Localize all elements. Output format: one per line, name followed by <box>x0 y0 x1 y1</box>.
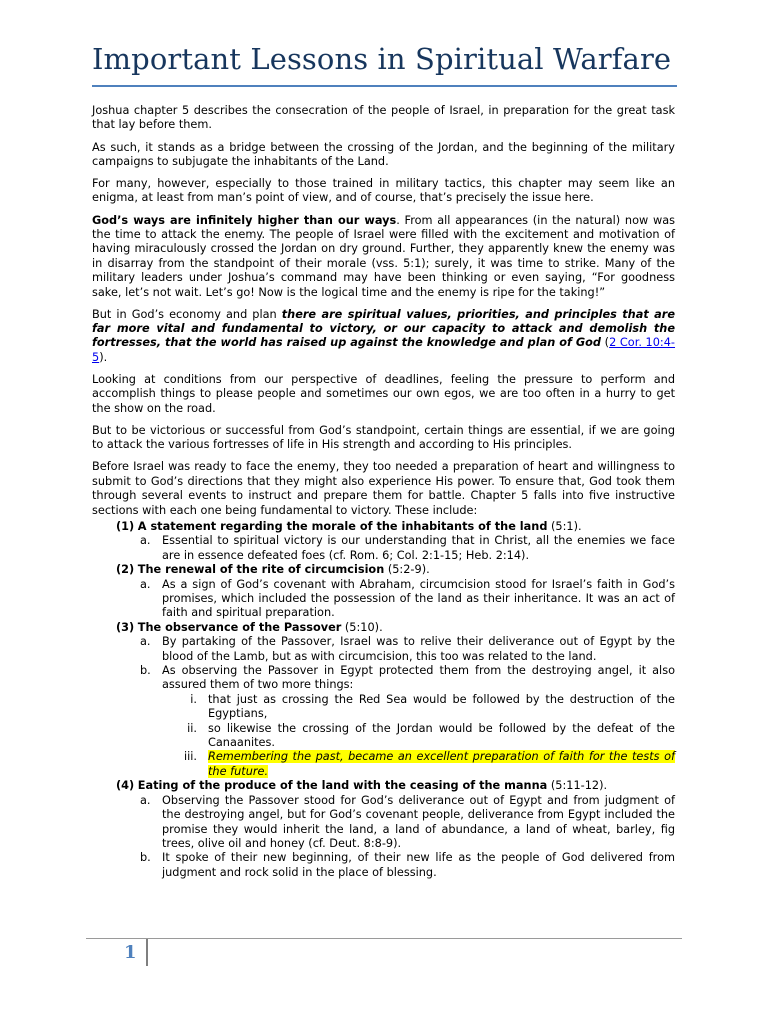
paragraph-deadlines: Looking at conditions from our perspective of deadlines, feeling the pressure to perform and accomplish things to please people and sometimes our own egos, we are too often in a hurry to get the show on the road. <box>92 372 675 415</box>
list-marker: b. <box>140 851 151 865</box>
list-item-text: that just as crossing the Red Sea would be followed by the destruction of the Egyptians, <box>208 692 675 721</box>
list-item <box>92 635 675 664</box>
list-item <box>92 578 675 621</box>
list-marker: a. <box>140 635 151 649</box>
list-item-text: Observing the Passover stood for God’s deliverance out of Egypt and from judgment of the destroying angel, but for God’s covenant people, deliverance from Egypt included the promise they would inherit the land, a land of abundance, a land of wheat, barley, fig trees, olive oil and honey (cf. Deut. 8:8-9). <box>162 793 675 850</box>
paragraph-economy <box>92 308 675 366</box>
list-marker: a. <box>140 534 151 548</box>
section-number: (4) <box>116 779 135 793</box>
page-number-separator <box>146 939 148 966</box>
list-item <box>92 664 675 693</box>
title-divider <box>92 85 677 87</box>
sub-list-item <box>92 693 675 722</box>
scripture-link[interactable]: 2 Cor. 10:4-5 <box>92 336 676 364</box>
paragraph-intro: Joshua chapter 5 describes the consecration of the people of Israel, in preparation for the great task that lay before them. <box>92 104 675 132</box>
list-item-text: As a sign of God’s covenant with Abraham, circumcision stood for Israel’s faith in God’s promises, which included the possession of the land as their inheritance. It was an act of faith and spiritual preparation. <box>162 577 675 620</box>
gods-ways-bold: God’s ways are infinitely higher than our ways <box>92 213 397 227</box>
highlighted-text: Remembering the past, became an excellent preparation of faith for the tests of the future. <box>208 750 675 778</box>
section-ref: (5:1). <box>547 519 582 533</box>
list-marker: ii. <box>187 721 197 735</box>
economy-emphasis: there are spiritual values, priorities, and principles that are far more vital and fundamental to victory, or our capacity to attack and demolish the fortresses, that the world has raised up against the knowledge and plan of God <box>92 307 675 350</box>
page-title: Important Lessons in Spiritual Warfare <box>92 42 672 76</box>
section-number: (1) <box>116 519 135 533</box>
sub-list-item <box>92 750 675 779</box>
paragraph-victorious: But to be victorious or successful from God’s standpoint, certain things are essential, if we are going to attack the various fortresses of life in His strength and according to His principles. <box>92 423 675 452</box>
gods-ways-text: . From all appearances (in the natural) now was the time to attack the enemy. The people of Israel were filled with the excitement and motivation of having miraculously crossed the Jordan on dry ground. Further, they apparently knew the enemy was in disarray from the standpoint of their morale (vss. 5:1); surely, it was time to strike. Many of the military leaders under Joshua’s command may have been thinking or even saying, “For goodness sake, let’s not wait. Let’s go! Now is the logical time and the enemy is ripe for the taking!” <box>92 213 675 299</box>
section-title: The renewal of the rite of circumcision <box>137 563 385 577</box>
section-heading <box>116 621 675 635</box>
economy-start: But in God’s economy and plan <box>92 307 282 321</box>
list-item <box>92 851 675 880</box>
list-item-text: Essential to spiritual victory is our understanding that in Christ, all the enemies we face are in essence defeated foes (cf. Rom. 6; Col. 2:1-15; Heb. 2:14). <box>162 534 675 562</box>
list-item-text: As observing the Passover in Egypt protected them from the destroying angel, it also assured them of two more things: <box>162 664 675 692</box>
list-marker: a. <box>140 577 151 591</box>
sub-list-item <box>92 722 675 751</box>
paragraph-enigma: For many, however, especially to those trained in military tactics, this chapter may seem like an enigma, at least from man’s point of view, and of course, that’s precisely the issue here. <box>92 177 675 205</box>
section-title: A statement regarding the morale of the inhabitants of the land <box>137 519 548 533</box>
section-2 <box>92 563 675 577</box>
paragraph-preparation: Before Israel was ready to face the enemy, they too needed a preparation of heart and willingness to submit to God’s directions that they might also experience His power. To ensure that, God took them through several events to instruct and prepare them for battle. Chapter 5 falls into five instructive sections with each one being fundamental to victory. These include: <box>92 460 675 517</box>
list-marker: i. <box>190 692 197 706</box>
page-number: 1 <box>124 942 137 963</box>
list-item <box>92 534 675 563</box>
section-ref: (5:2-9). <box>384 563 430 577</box>
economy-open-paren: ( <box>601 336 610 350</box>
footer-divider <box>86 938 682 939</box>
list-item-text: By partaking of the Passover, Israel was to relive their deliverance out of Egypt by the blood of the Lamb, but as with circumcision, this too was related to the land. <box>162 635 675 663</box>
section-heading <box>116 520 675 534</box>
list-item <box>92 794 675 852</box>
document-body <box>92 104 675 880</box>
section-number: (2) <box>116 563 135 577</box>
list-marker: iii. <box>183 750 197 764</box>
list-item-text: It spoke of their new beginning, of their new life as the people of God delivered from judgment and rock solid in the place of blessing. <box>162 851 675 879</box>
section-heading <box>116 779 675 793</box>
section-1 <box>92 520 675 534</box>
section-number: (3) <box>116 620 135 634</box>
section-title: The observance of the Passover <box>137 620 342 634</box>
list-marker: a. <box>140 793 151 807</box>
section-ref: (5:11-12). <box>547 779 608 793</box>
sections-list <box>92 520 675 880</box>
paragraph-gods-ways <box>92 214 675 300</box>
list-marker: b. <box>140 664 151 678</box>
list-item-text: so likewise the crossing of the Jordan would be followed by the defeat of the Canaanites. <box>208 721 675 750</box>
paragraph-bridge: As such, it stands as a bridge between the crossing of the Jordan, and the beginning of the military campaigns to subjugate the inhabitants of the Land. <box>92 140 675 168</box>
section-heading <box>116 563 675 577</box>
section-title: Eating of the produce of the land with the ceasing of the manna <box>137 779 548 793</box>
economy-close-paren: ). <box>99 350 108 364</box>
section-3 <box>92 621 675 635</box>
section-4 <box>92 779 675 793</box>
section-ref: (5:10). <box>341 620 383 634</box>
